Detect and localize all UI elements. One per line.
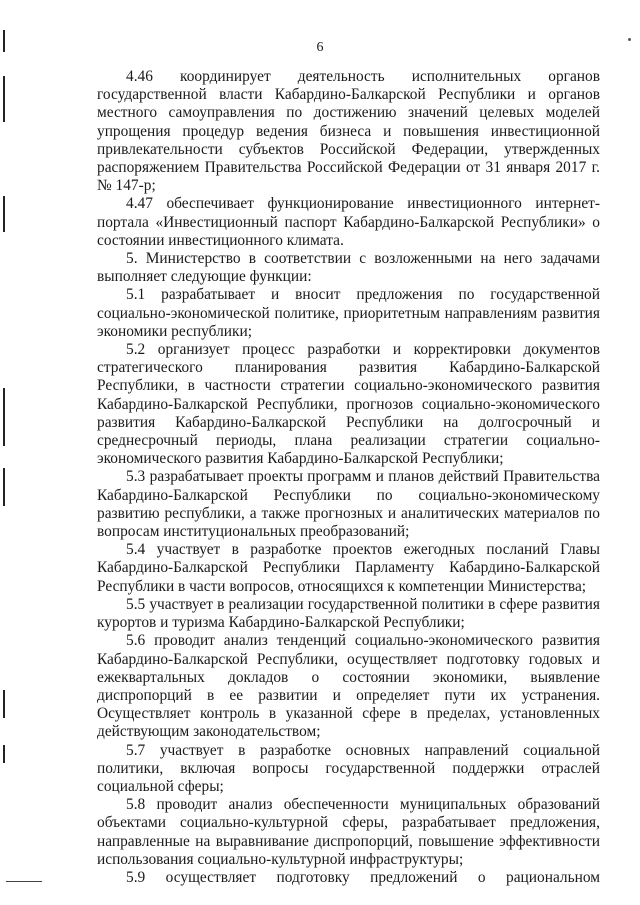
page-number: 6 bbox=[316, 40, 324, 55]
footer-rule bbox=[6, 881, 42, 882]
paragraph-4-47: 4.47 обеспечивает функционирование инвестиционного интернет-портала «Инвестиционный паспорт Кабардино-Балкарской Республики» о состоянии инвестиционного климата. bbox=[97, 195, 600, 249]
paragraph-5-6: 5.6 проводит анализ тенденций социально-экономического развития Кабардино-Балкарской Республики, осуществляет подготовку годовых и ежеквартальных докладов о состоянии экономики, выявление диспропорций в ее развитии и определяет пути их устранения. Осуществляет контроль в указанной сфере в пределах, установленных действующим законодательством; bbox=[97, 632, 600, 741]
scan-margin-mark bbox=[3, 690, 5, 718]
paragraph-5-9: 5.9 осуществляет подготовку предложений о рациональном bbox=[126, 868, 600, 886]
scan-margin-mark bbox=[3, 196, 5, 232]
paragraph-5: 5. Министерство в соответствии с возложенными на него задачами выполняет следующие функции: bbox=[97, 250, 600, 286]
paragraph-5-7: 5.7 участвует в разработке основных направлений социальной политики, включая вопросы государственной поддержки отраслей социальной сферы; bbox=[97, 741, 600, 795]
paragraph-5-3: 5.3 разрабатывает проекты программ и планов действий Правительства Кабардино-Балкарской Республики по социально-экономическому развитию республики, а также прогнозных и аналитических материалов по вопросам институциональных преобразований; bbox=[97, 468, 600, 541]
paragraph-5-8: 5.8 проводит анализ обеспеченности муниципальных образований объектами социально-культурной сферы, разрабатывает предложения, направленные на выравнивание диспропорций, повышение эффективности использования социально-культурной инфраструктуры; bbox=[97, 796, 600, 868]
scan-margin-mark bbox=[3, 745, 5, 763]
paragraph-5-4: 5.4 участвует в разработке проектов ежегодных посланий Главы Кабардино-Балкарской Республики Парламенту Кабардино-Балкарской Республики в части вопросов, относящихся к компетенции Министерства; bbox=[97, 541, 600, 595]
scan-margin-mark bbox=[3, 468, 5, 506]
document-body bbox=[97, 68, 600, 887]
paragraph-5-2: 5.2 организует процесс разработки и корректировки документов стратегического планирования развития Кабардино-Балкарской Республики, в частности стратегии социально-экономического развития Кабардино-Балкарской Республики, прогнозов социально-экономического развития Кабардино-Балкарской Республики на долгосрочный и среднесрочный периоды, плана реализации стратегии социально-экономического развития Кабардино-Балкарской Республики; bbox=[97, 341, 600, 468]
scan-margin-mark bbox=[3, 388, 5, 446]
scan-margin-mark bbox=[3, 76, 5, 122]
paragraph-5-5: 5.5 участвует в реализации государственной политики в сфере развития курортов и туризма Кабардино-Балкарской Республики; bbox=[97, 595, 600, 632]
paragraph-4-46: 4.46 координирует деятельность исполнительных органов государственной власти Кабардино-Балкарской Республики и органов местного самоуправления по достижению значений целевых моделей упрощения процедур ведения бизнеса и повышения инвестиционной привлекательности субъектов Российской Федерации, утвержденных распоряжением Правительства Российской Федерации от 31 января 2017 г. № 147-р; bbox=[97, 68, 600, 195]
paragraph-5-1: 5.1 разрабатывает и вносит предложения по государственной социально-экономической политике, приоритетным направлениям развития экономики республики; bbox=[97, 286, 600, 340]
